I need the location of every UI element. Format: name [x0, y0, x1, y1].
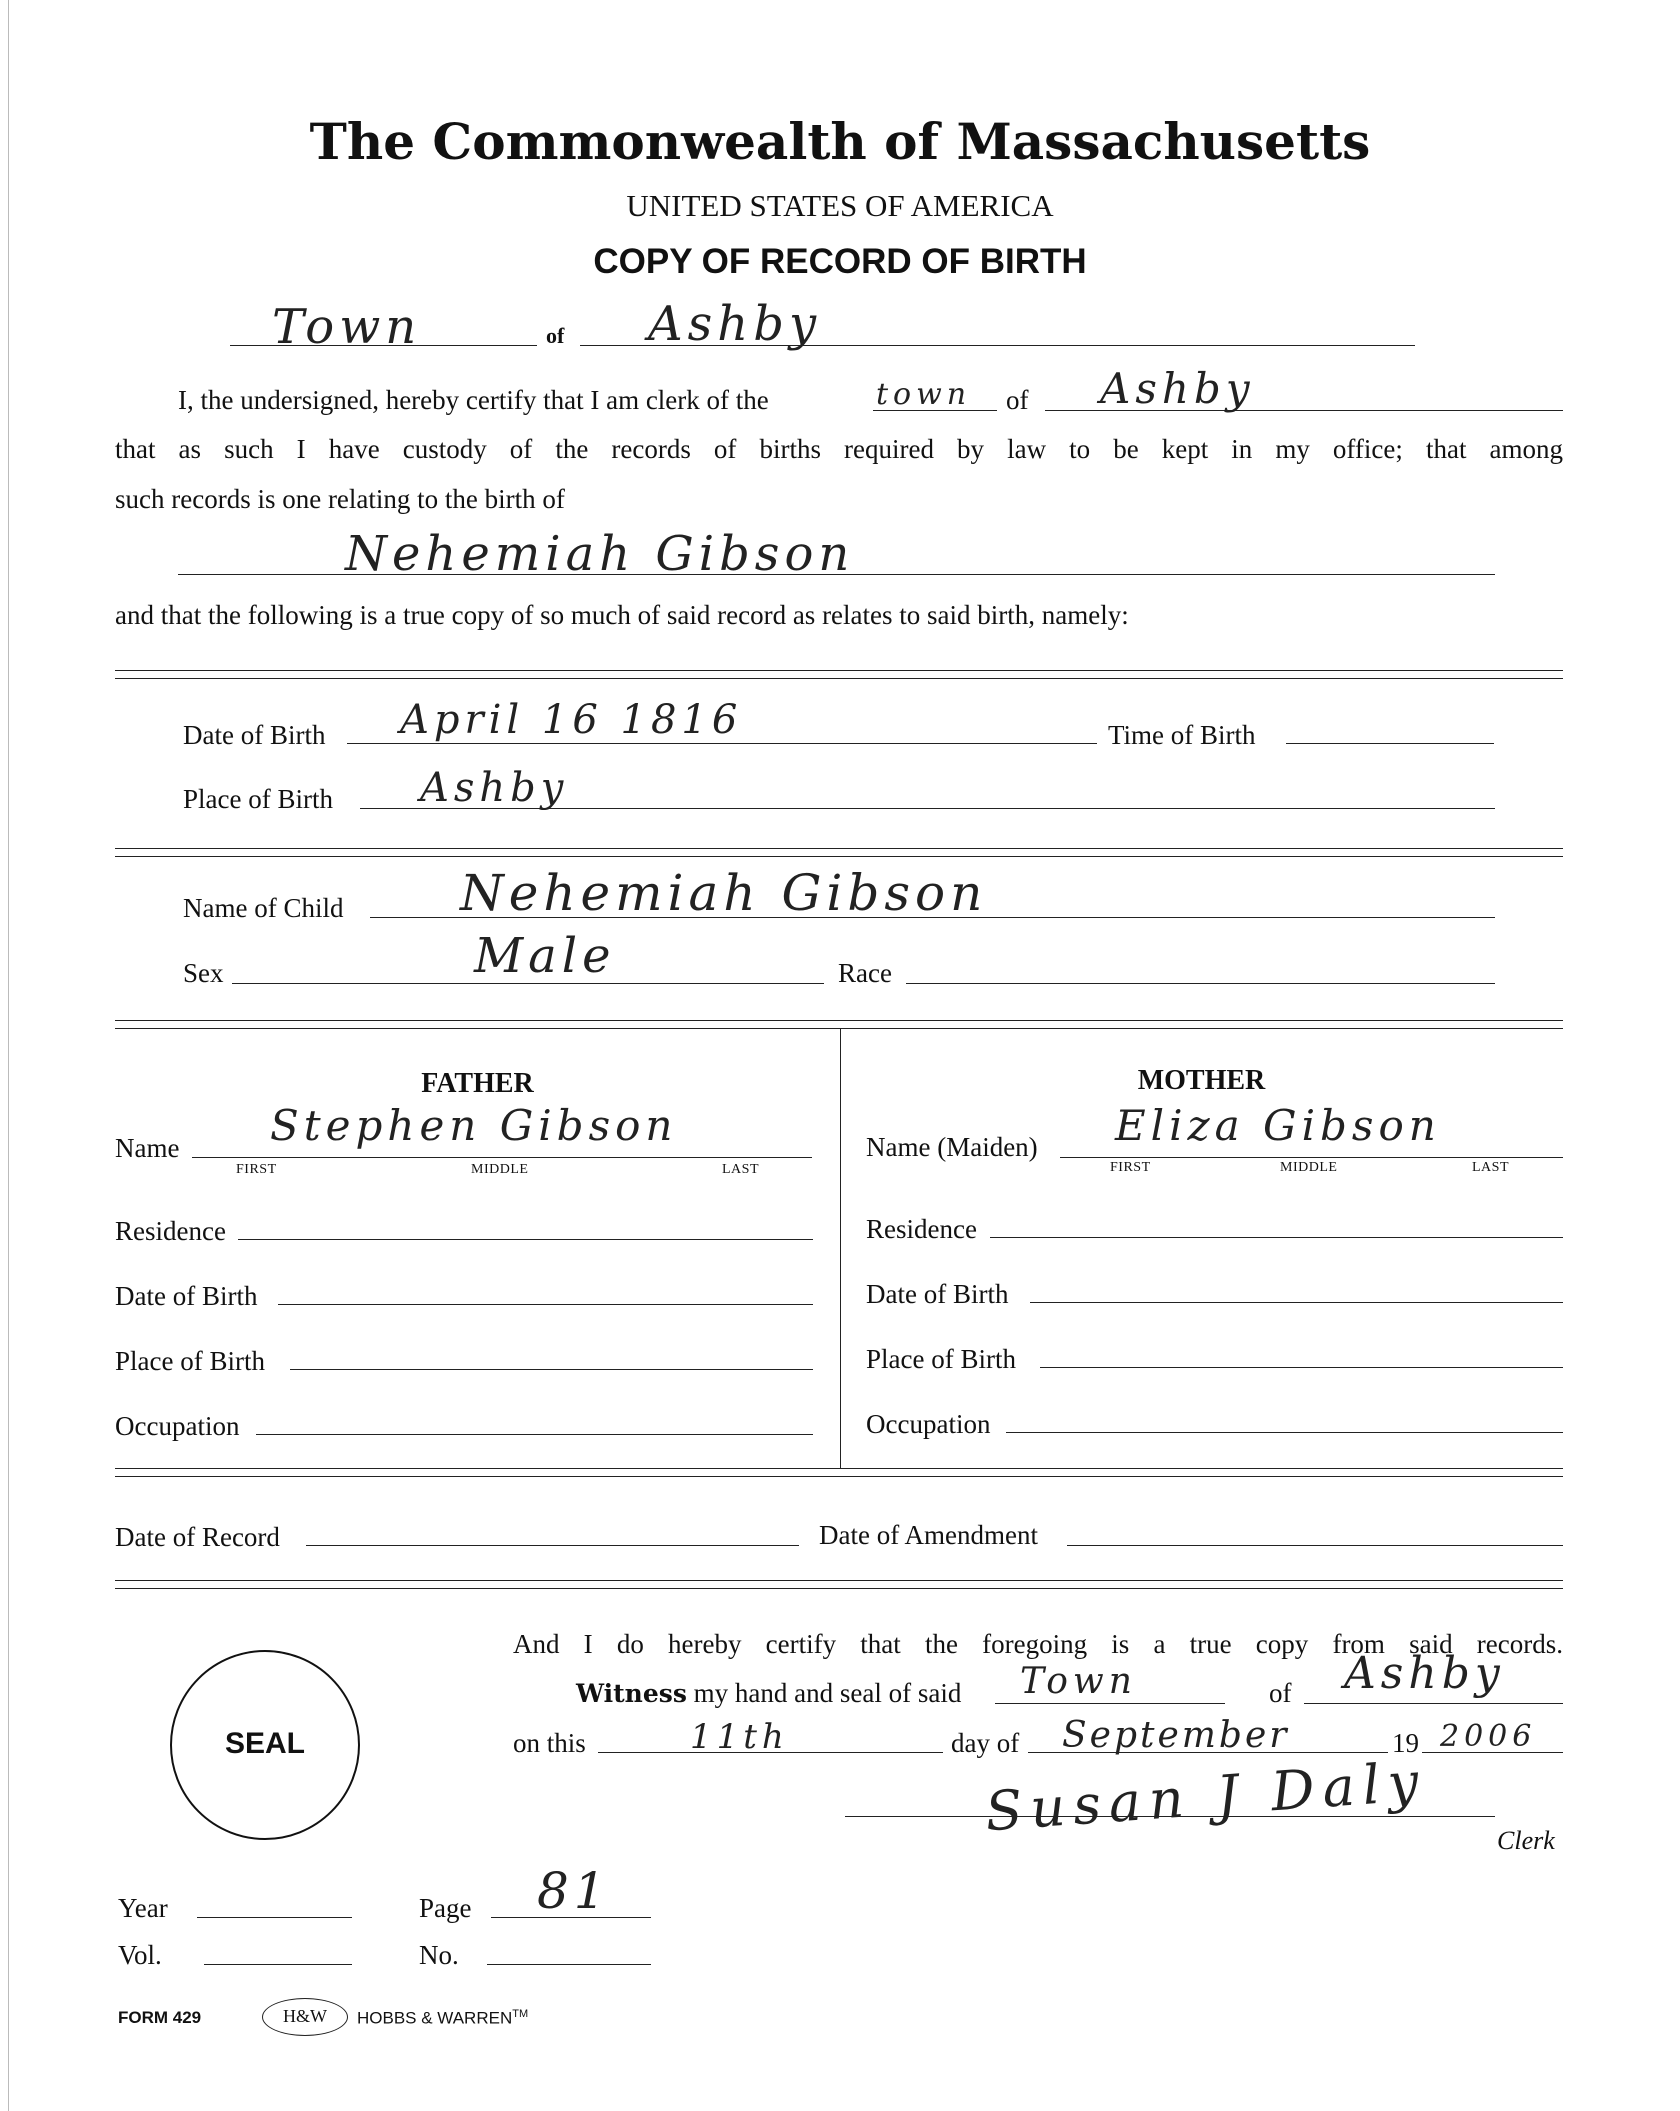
father-name-label: Name	[115, 1133, 180, 1163]
subject-name-handwritten: Nehemiah Gibson	[345, 526, 855, 582]
vol-label: Vol.	[118, 1940, 162, 1970]
publisher-name-text: HOBBS & WARREN	[357, 2008, 513, 2028]
commonwealth-title: The Commonwealth of Massachusetts	[309, 112, 1371, 171]
country-line: UNITED STATES OF AMERICA	[626, 188, 1054, 223]
witness-label	[576, 1680, 961, 1707]
date-of-amendment-label: Date of Amendment	[819, 1520, 1038, 1550]
father-last-caption: LAST	[722, 1162, 759, 1177]
mother-name-label: Name (Maiden)	[866, 1132, 1038, 1162]
of-label: of	[546, 323, 565, 348]
race-label: Race	[838, 958, 892, 988]
no-label: No.	[419, 1940, 459, 1970]
certify-line-4: and that the following is a true copy of so much of said record as relates to said birth, namely:	[115, 600, 1129, 630]
father-first-caption: FIRST	[236, 1162, 277, 1177]
on-this-label: on this	[513, 1728, 586, 1758]
date-of-record-label: Date of Record	[115, 1522, 280, 1552]
date-of-birth-handwritten: April 16 1816	[400, 697, 743, 743]
clerk-signature: Susan J Daly	[983, 1749, 1429, 1844]
sex-label: Sex	[183, 958, 224, 988]
year-label: Year	[118, 1893, 168, 1923]
name-of-child-handwritten: Nehemiah Gibson	[460, 864, 988, 922]
father-dob-label: Date of Birth	[115, 1281, 258, 1311]
year-handwritten: 2006	[1440, 1719, 1537, 1754]
father-pob-label: Place of Birth	[115, 1346, 265, 1376]
mother-middle-caption: MIDDLE	[1280, 1160, 1338, 1175]
name-of-child-label: Name of Child	[183, 893, 344, 923]
mother-occupation-label: Occupation	[866, 1409, 991, 1439]
certify-intro: I, the undersigned, hereby certify that I am clerk of the	[178, 385, 769, 415]
father-heading: FATHER	[421, 1068, 534, 1099]
father-middle-caption: MIDDLE	[471, 1162, 529, 1177]
mother-dob-label: Date of Birth	[866, 1279, 1009, 1309]
place-of-birth-handwritten: Ashby	[420, 765, 569, 811]
clerk-of-name-handwritten: Ashby	[1100, 364, 1255, 413]
publisher-name	[357, 2008, 528, 2029]
sex-handwritten: Male	[474, 928, 616, 984]
day-of-label: day of	[951, 1728, 1020, 1758]
month-handwritten: September	[1062, 1715, 1290, 1756]
place-of-birth-label: Place of Birth	[183, 784, 333, 814]
trademark-mark: TM	[512, 2008, 529, 2020]
mother-last-caption: LAST	[1472, 1160, 1509, 1175]
mother-residence-label: Residence	[866, 1214, 977, 1244]
attestation-of-label: of	[1269, 1678, 1292, 1708]
mother-pob-label: Place of Birth	[866, 1344, 1016, 1374]
seal-of-type-handwritten: Town	[1020, 1661, 1137, 1702]
page-label: Page	[419, 1893, 472, 1923]
municipality-name-handwritten: Ashby	[648, 296, 822, 352]
page-handwritten: 81	[537, 1862, 611, 1920]
publisher-logo-text: H&W	[283, 2006, 327, 2026]
seal-of-name-handwritten: Ashby	[1344, 1648, 1505, 1699]
day-handwritten: 11th	[690, 1717, 789, 1757]
certify-line-3: such records is one relating to the birth of	[115, 484, 565, 514]
time-of-birth-label: Time of Birth	[1108, 720, 1256, 750]
father-occupation-label: Occupation	[115, 1411, 240, 1441]
document-title: COPY OF RECORD OF BIRTH	[593, 242, 1087, 281]
witness-text: my hand and seal of said	[693, 1678, 962, 1708]
seal-label: SEAL	[224, 1727, 305, 1760]
certify-line-2: that as such I have custody of the records of births required by law to be kept in my office; that among	[115, 434, 1563, 464]
clerk-label: Clerk	[1497, 1826, 1555, 1855]
date-of-birth-label: Date of Birth	[183, 720, 326, 750]
page-edge	[8, 0, 9, 2111]
mother-first-caption: FIRST	[1110, 1160, 1151, 1175]
father-residence-label: Residence	[115, 1216, 226, 1246]
form-number: FORM 429	[118, 2008, 202, 2027]
certify-of-label: of	[1006, 385, 1029, 415]
attestation-line-1: And I do hereby certify that the foregoing is a true copy from said records.	[513, 1629, 1563, 1659]
witness-word: Witness	[576, 1679, 687, 1708]
mother-name-handwritten: Eliza Gibson	[1115, 1101, 1441, 1150]
municipality-type-handwritten: Town	[272, 299, 422, 355]
clerk-of-type-handwritten: town	[876, 377, 972, 412]
year-prefix: 19	[1392, 1728, 1419, 1758]
father-name-handwritten: Stephen Gibson	[270, 1101, 678, 1150]
mother-heading: MOTHER	[1137, 1065, 1266, 1096]
